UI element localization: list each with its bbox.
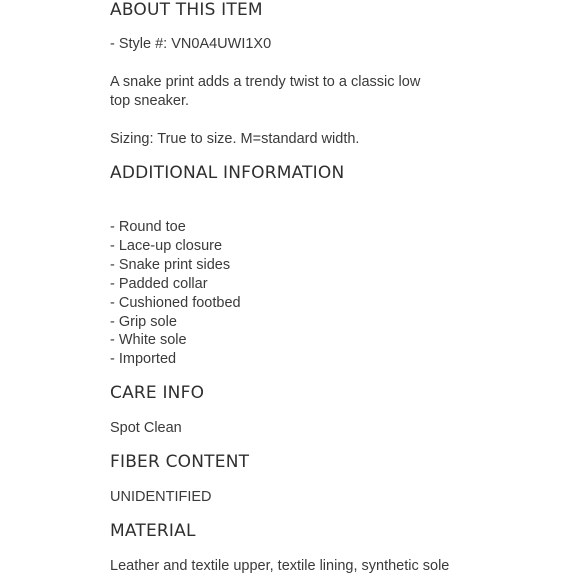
list-item: - Cushioned footbed bbox=[110, 294, 241, 311]
additional-info-heading: ADDITIONAL INFORMATION bbox=[110, 163, 345, 183]
care-info-value: Spot Clean bbox=[110, 420, 182, 436]
description-line-2: top sneaker. bbox=[110, 93, 189, 109]
fiber-content-value: UNIDENTIFIED bbox=[110, 489, 212, 505]
list-item: - Imported bbox=[110, 351, 177, 368]
about-heading: ABOUT THIS ITEM bbox=[110, 0, 263, 20]
description-line-1: A snake print adds a trendy twist to a classic low bbox=[110, 74, 421, 90]
material-value: Leather and textile upper, textile lining, synthetic sole bbox=[110, 558, 450, 574]
list-item: - Grip sole bbox=[110, 313, 177, 330]
list-item: - Snake print sides bbox=[110, 256, 231, 273]
material-heading: MATERIAL bbox=[110, 521, 196, 541]
style-number: - Style #: VN0A4UWI1X0 bbox=[110, 36, 272, 52]
list-item: - White sole bbox=[110, 332, 187, 349]
feature-list bbox=[110, 218, 241, 369]
care-info-heading: CARE INFO bbox=[110, 383, 205, 403]
list-item: - Padded collar bbox=[110, 275, 208, 292]
sizing-info: Sizing: True to size. M=standard width. bbox=[110, 131, 360, 147]
list-item: - Lace-up closure bbox=[110, 237, 223, 254]
fiber-content-heading: FIBER CONTENT bbox=[110, 452, 250, 472]
list-item: - Round toe bbox=[110, 219, 186, 235]
